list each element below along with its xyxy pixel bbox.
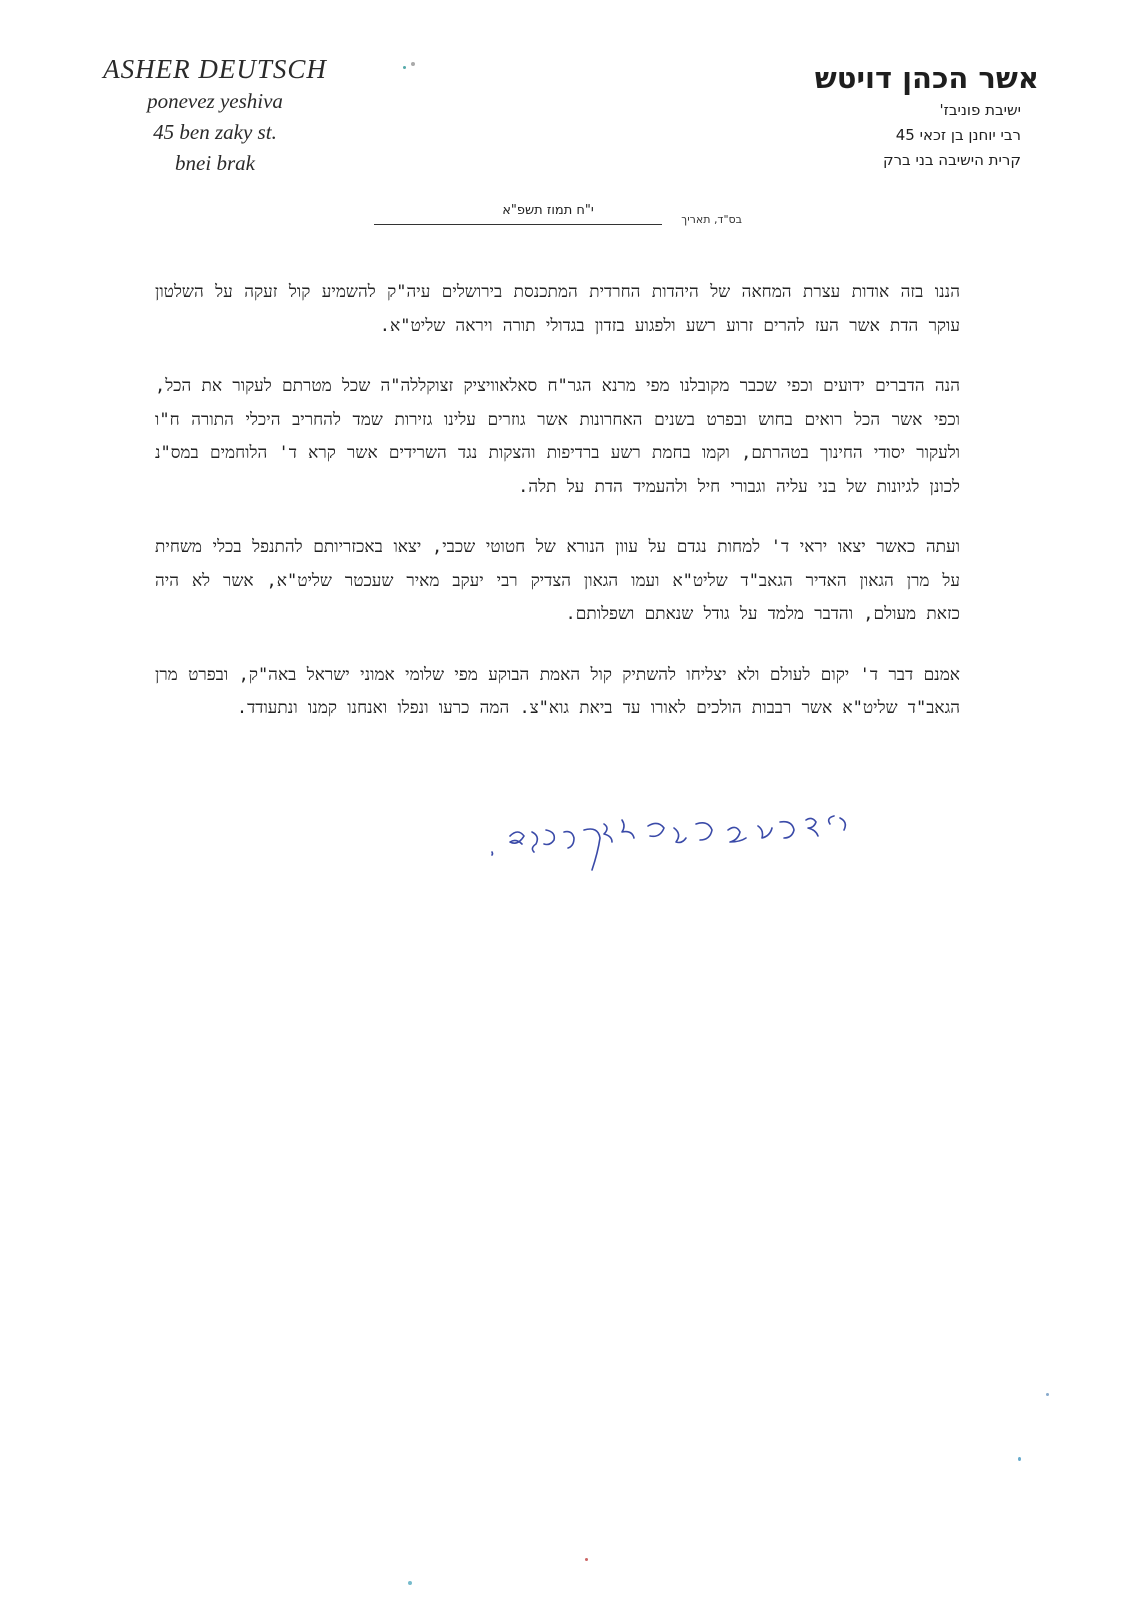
scan-speck — [411, 62, 415, 66]
scan-speck — [1018, 1457, 1021, 1461]
letter-body — [155, 276, 960, 753]
english-city: bnei brak — [175, 151, 255, 175]
handwritten-signature — [480, 812, 880, 882]
hebrew-letterhead — [721, 58, 1039, 173]
english-letterhead — [70, 52, 360, 179]
date-label: בס"ד, תאריך — [681, 213, 742, 226]
date-line — [372, 203, 742, 233]
hebrew-city: קרית הישיבה בני ברק — [882, 151, 1021, 169]
paragraph-3: ועתה כאשר יצאו יראי ד' למחות נגדם על עוון הנורא של חטוטי שכבי, יצאו באכזריותם להתנפל בכלי משחית על מרן הגאון האדיר הגאב"ד שליט"א ועמו הגאון הצדיק רבי יעקב מאיר שעכטר שליט"א, אשר לא היה כזאת מעולם, והדבר מלמד על גודל שנאתם ושפלותם. — [155, 537, 960, 624]
paragraph-4: אמנם דבר ד' יקום לעולם ולא יצליחו להשתיק קול האמת הבוקע מפי שלומי אמוני ישראל באה"ק, ובפרט מרן הגאב"ד שליט"א אשר רבבות הולכים לאורו עד ביאת גוא"צ. המה כרעו ונפלו ואנחנו קמנו ונתעודד. — [155, 664, 960, 718]
english-street: 45 ben zaky st. — [153, 120, 277, 144]
hebrew-institution: ישיבת פוניבז' — [939, 101, 1021, 119]
hebrew-street: רבי יוחנן בן זכאי 45 — [895, 126, 1021, 144]
scan-speck — [585, 1558, 588, 1561]
scan-speck — [1046, 1393, 1049, 1396]
date-value: י"ח תמוז תשפ"א — [374, 203, 662, 225]
paragraph-1: הננו בזה אודות עצרת המחאה של היהדות החרדית המתכנסת בירושלים עיה"ק להשמיע קול זעקה על השלטון עוקר הדת אשר העז להרים זרוע רשע ולפגוע בזדון בגדולי תורה ויראה שליט"א. — [155, 282, 960, 336]
hebrew-name: אשר הכהן דויטש — [814, 61, 1039, 95]
english-name: ASHER DEUTSCH — [103, 54, 327, 84]
scan-speck — [408, 1581, 412, 1585]
scan-speck — [403, 66, 406, 69]
paragraph-2: הנה הדברים ידועים וכפי שכבר מקובלנו מפי מרנא הגר"ח סאלאוויציק זצוקללה"ה שכל מטרתם לעקור את הכל, וכפי אשר הכל רואים בחוש ובפרט בשנים האחרונות אשר גוזרים עלינו גזירות שמד להחריב היכלי התורה ח"ו ולעקור יסודי החינוך בטהרתם, וקמו בחמת רשע ברדיפות והצקות נגד השרידים אשר קרא ד' הלוחמים במס"נ לכונן לגיונות של בני עליה וגבורי חיל ולהעמיד הדת על תלה. — [155, 376, 960, 497]
english-institution: ponevez yeshiva — [147, 89, 283, 113]
